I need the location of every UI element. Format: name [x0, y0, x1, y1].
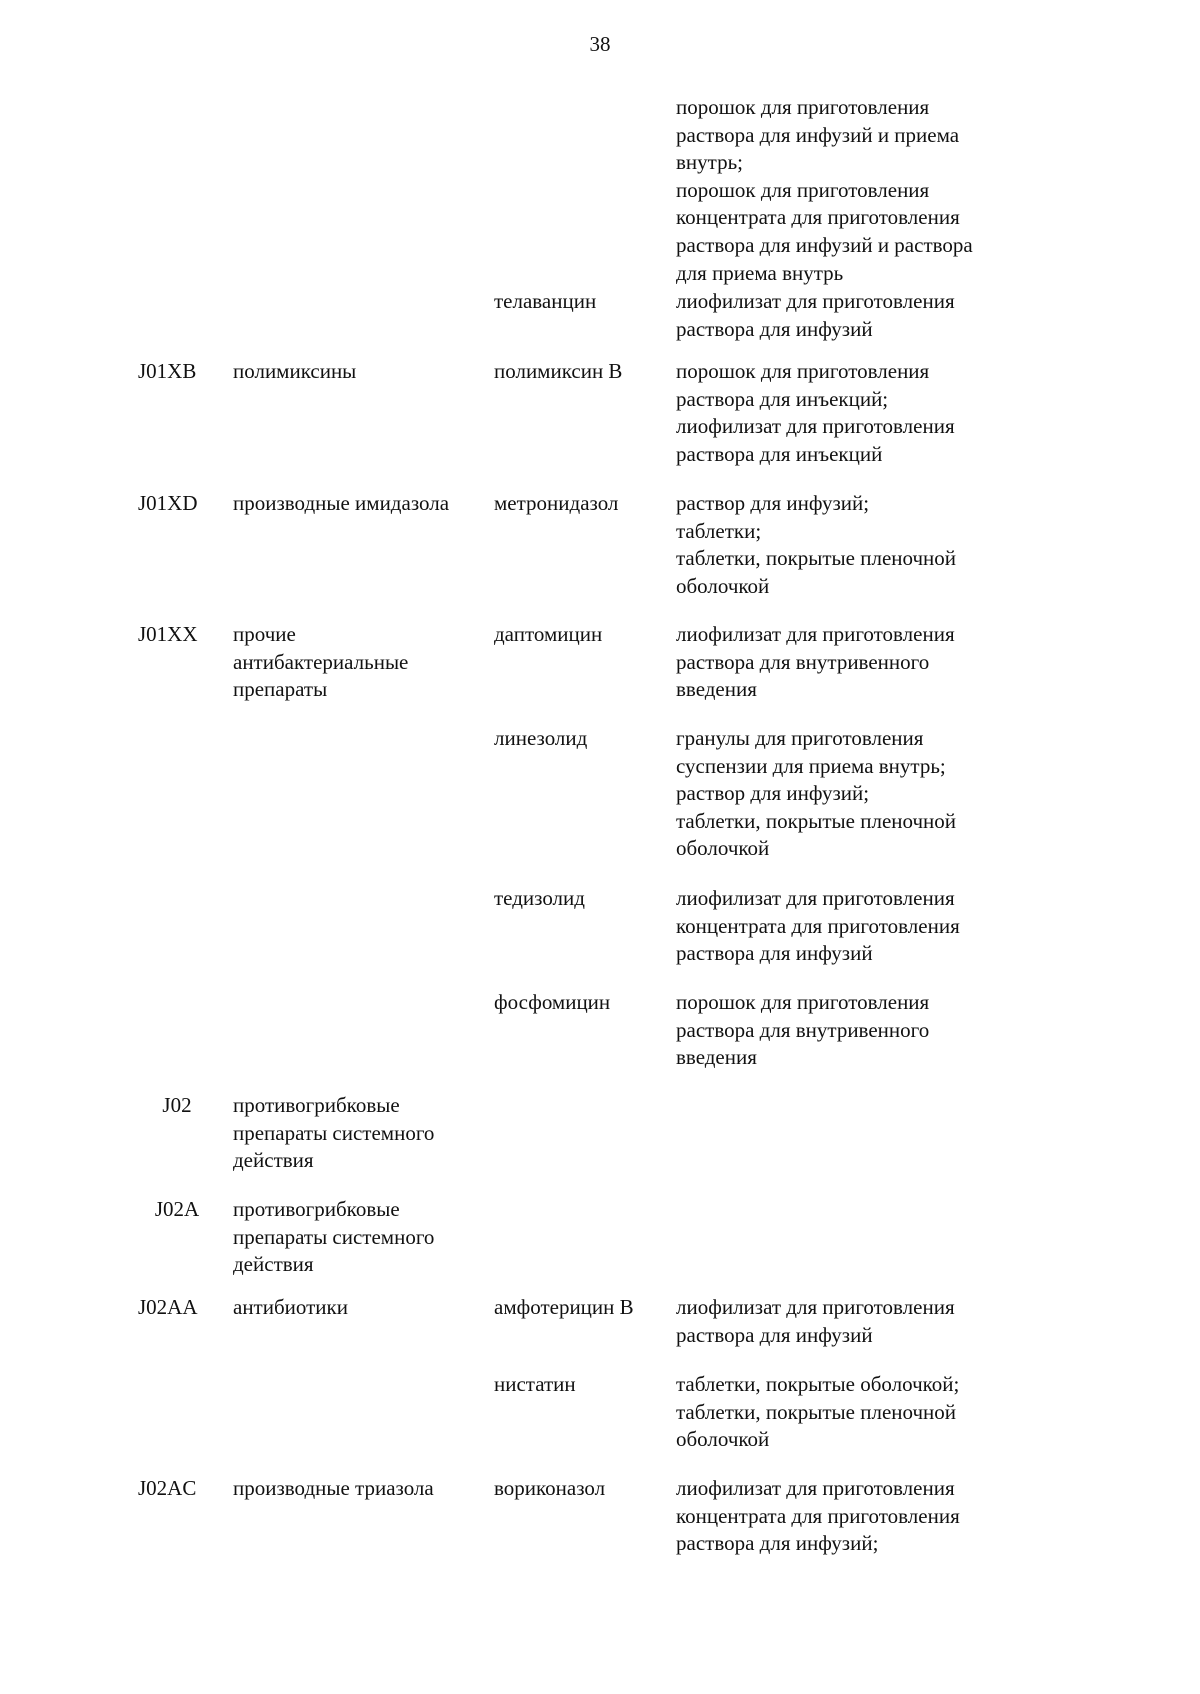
group-name: прочие антибактериальные препараты [233, 622, 409, 702]
dosage-forms: лиофилизат для приготовления раствора для внутривенного введения [676, 622, 955, 702]
table-row [0, 1196, 1200, 1294]
table-row [0, 989, 1200, 1092]
substance-name: амфотерицин В [494, 1295, 634, 1319]
table-row [0, 490, 1200, 621]
substance-name: даптомицин [494, 622, 603, 646]
group-name: производные триазола [233, 1476, 434, 1500]
substance-name: тедизолид [494, 886, 585, 910]
atc-code: J02 [162, 1093, 192, 1117]
atc-code: J02AC [138, 1476, 197, 1500]
substance-name: нистатин [494, 1372, 576, 1396]
atc-code: J02A [154, 1197, 200, 1221]
atc-code: J01XX [138, 622, 198, 646]
substance-name: вориконазол [494, 1476, 606, 1500]
group-name: антибиотики [233, 1295, 348, 1319]
group-name: противогрибковые препараты системного действия [233, 1197, 435, 1277]
group-name: полимиксины [233, 359, 357, 383]
atc-code: J01XB [138, 359, 197, 383]
table-row [0, 885, 1200, 989]
group-name: производные имидазола [233, 491, 450, 515]
table-row [0, 94, 1200, 288]
group-name: противогрибковые препараты системного действия [233, 1093, 435, 1173]
table-row [0, 1475, 1200, 1565]
substance-name: метронидазол [494, 491, 619, 515]
table-row [0, 1294, 1200, 1371]
atc-code: J02AA [138, 1295, 198, 1319]
dosage-forms: лиофилизат для приготовления концентрата для приготовления раствора для инфузий; [676, 1476, 960, 1556]
dosage-forms: лиофилизат для приготовления раствора для инфузий [676, 289, 955, 341]
dosage-forms: порошок для приготовления раствора для инфузий и приема внутрь; порошок для приготовления концентрата для приготовления раствора для инфузий и раствора для приема внутрь [676, 95, 973, 285]
dosage-forms: порошок для приготовления раствора для внутривенного введения [676, 990, 930, 1070]
dosage-forms: лиофилизат для приготовления концентрата для приготовления раствора для инфузий [676, 886, 960, 966]
table-row [0, 621, 1200, 725]
table-row [0, 358, 1200, 490]
dosage-forms: лиофилизат для приготовления раствора для инфузий [676, 1295, 955, 1347]
dosage-forms: порошок для приготовления раствора для инъекций; лиофилизат для приготовления раствора для инъекций [676, 359, 955, 466]
substance-name: полимиксин В [494, 359, 623, 383]
table-row [0, 1092, 1200, 1196]
dosage-forms: таблетки, покрытые оболочкой; таблетки, покрытые пленочной оболочкой [676, 1372, 960, 1452]
table-row [0, 288, 1200, 358]
atc-code: J01XD [138, 491, 198, 515]
substance-name: линезолид [494, 726, 588, 750]
table-row [0, 725, 1200, 885]
substance-name: телаванцин [494, 289, 597, 313]
dosage-forms: раствор для инфузий; таблетки; таблетки, покрытые пленочной оболочкой [676, 491, 957, 598]
drug-table [0, 94, 1200, 1565]
table-row [0, 1371, 1200, 1475]
dosage-forms: гранулы для приготовления суспензии для приема внутрь; раствор для инфузий; таблетки, покрытые пленочной оболочкой [676, 726, 957, 861]
page-number: 38 [589, 32, 611, 56]
substance-name: фосфомицин [494, 990, 611, 1014]
